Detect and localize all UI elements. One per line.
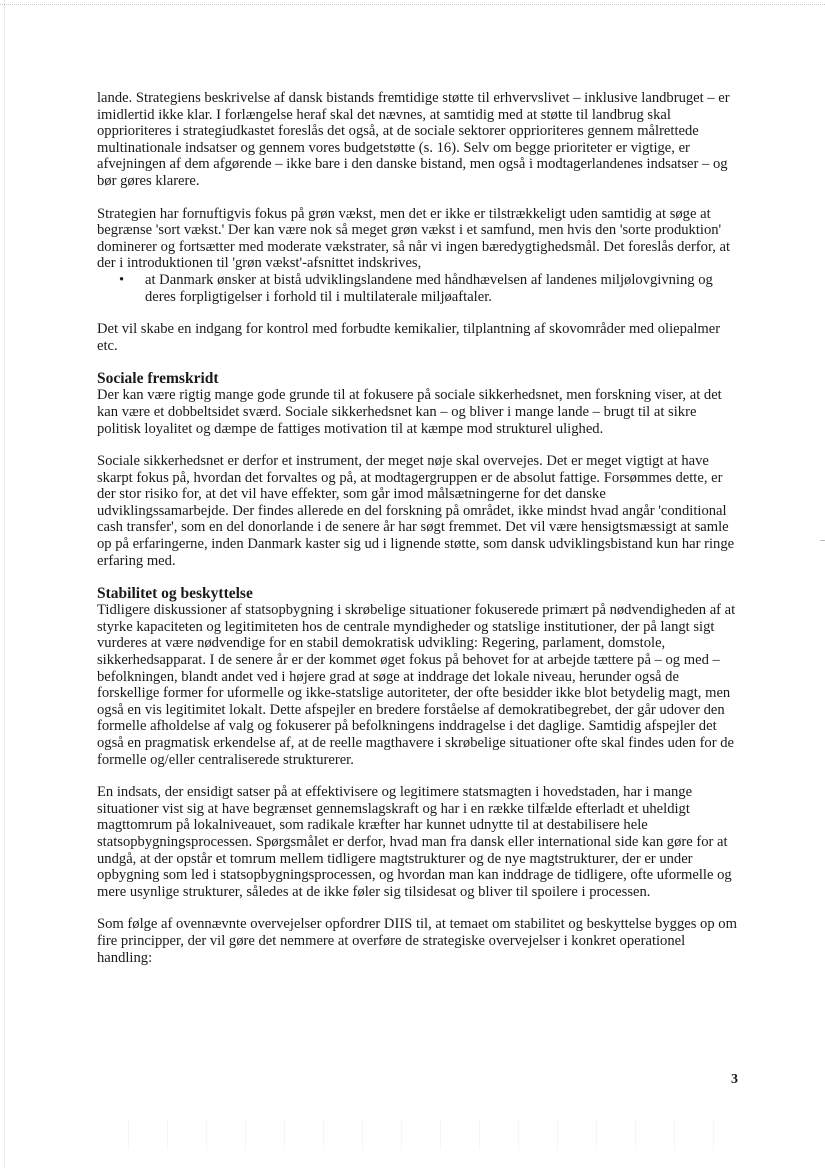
paragraph bbox=[97, 784, 737, 900]
bullet-list bbox=[97, 272, 737, 305]
paragraph-text: Som følge af ovennævnte overvejelser opfordrer DIIS til, at temaet om stabilitet og beskyttelse bygges op om fire principper, der vil gøre det nemmere at overføre de strategiske overvejelser i konkret operationel handling: bbox=[97, 916, 737, 966]
document-body bbox=[97, 90, 737, 982]
section-heading: Stabilitet og beskyttelse bbox=[97, 585, 253, 603]
paragraph bbox=[97, 321, 737, 354]
section-sociale-fremskridt bbox=[97, 370, 737, 437]
margin-mark bbox=[820, 540, 825, 541]
section-heading: Sociale fremskridt bbox=[97, 370, 219, 388]
paragraph-text: Strategien har fornuftigvis fokus på grøn vækst, men det er ikke er tilstrækkeligt uden samtidig at søge at begrænse 'sort vækst.' Der kan være nok så meget grøn vækst i et samfund, men hvis den 'sorte produktion' dominerer og fortsætter med moderate vækstrater, så når vi ingen bæredygtighedsmål. Det foreslås derfor, at der i introduktionen til 'grøn vækst'-afsnittet indskrives, bbox=[97, 205, 731, 272]
list-item-text: at Danmark ønsker at bistå udviklingslandene med håndhævelsen af landenes miljølovgivning og deres forpligtigelser i forhold til i multilaterale miljøaftaler. bbox=[145, 271, 713, 305]
bullet-icon: • bbox=[119, 271, 125, 288]
paragraph-text: Tidligere diskussioner af statsopbygning i skrøbelige situationer fokuserede primært på nødvendigheden af at styrke kapaciteten og legitimiteten hos de centrale myndigheder og statslige institutioner, der på langt sigt vurderes at være nødvendige for en stabil demokratisk udvikling: Regering, parlament, domstole, sikkerhedsapparat. I de senere år er der kommet øget fokus på behovet for at arbejde tættere på – og med – befolkningen, blandt andet ved i højere grad at søge at inddrage det lokale niveau, herunder også de forskellige former for uformelle og ikke-statslige autoriteter, der ofte besidder ikke blot betydelig magt, men også en vis legitimitet lokalt. Dette afspejler en bredere forståelse af demokratibegrebet, der går udover den formelle afholdelse af valg og fokuserer på befolkningens inddragelse i det daglige. Samtidig afspejler det også en pragmatisk erkendelse af, at de reelle magthavere i skrøbelige situationer ofte skal findes uden for de formelle og/eller centraliserede strukturerer. bbox=[97, 602, 736, 768]
paragraph bbox=[97, 916, 737, 966]
page-edge-top bbox=[0, 4, 825, 5]
paragraph bbox=[97, 206, 737, 306]
page-edge-left bbox=[4, 0, 5, 1168]
section-stabilitet-og-beskyttelse bbox=[97, 585, 737, 768]
page-number: 3 bbox=[731, 1072, 738, 1087]
paragraph-text: Der kan være rigtig mange gode grunde til at fokusere på sociale sikkerhedsnet, men forskning viser, at det kan være et dobbeltsidet sværd. Sociale sikkerhedsnet kan – og bliver i mange lande – brugt til at sikre politisk loyalitet og dæmpe de fattiges motivation til at kæmpe mod strukturel ulighed. bbox=[97, 387, 722, 437]
paragraph bbox=[97, 453, 737, 569]
paragraph-text: En indsats, der ensidigt satser på at effektivisere og legitimere statsmagten i hovedstaden, har i mange situationer vist sig at have begrænset gennemslagskraft og har i en række tilfælde efterladt et uheldigt magttomrum på lokalniveauet, som radikale kræfter har kunnet udnytte til at destabilisere hele statsopbygningsprocessen. Spørgsmålet er derfor, hvad man fra dansk eller international side kan gøre for at undgå, at der opstår et tomrum mellem tidligere magtstrukturer og de nye magtstrukturer, der er under opbygning som led i statsopbygningsprocessen, og hvordan man kan inddrage de tidligere, ofte uformelle og mere usynlige strukturer, således at de ikke føler sig tilsidesat og bliver til spoilere i processen. bbox=[97, 784, 732, 900]
paragraph-text: Det vil skabe en indgang for kontrol med forbudte kemikalier, tilplantning af skovområder med oliepalmer etc. bbox=[97, 321, 721, 354]
scan-artifact bbox=[90, 1120, 730, 1150]
list-item bbox=[119, 272, 737, 305]
paragraph bbox=[97, 90, 737, 190]
paragraph-text: Sociale sikkerhedsnet er derfor et instrument, der meget nøje skal overvejes. Det er meget vigtigt at have skarpt fokus på, hvordan det forvaltes og på, at modtagergruppen er de absolut fattige. Forsømmes dette, er der stor risiko for, at det vil have effekter, som går imod målsætningerne for det danske udviklingssamarbejde. Der findes allerede en del forskning på området, ikke mindst hvad angår 'conditional cash transfer', som en del donorlande i de senere år har søgt fremmet. Det vil være hensigtsmæssigt at samle op på erfaringerne, inden Danmark kaster sig ud i lignende støtte, som dansk udviklingsbistand kun har ringe erfaring med. bbox=[97, 453, 735, 569]
paragraph-text: lande. Strategiens beskrivelse af dansk bistands fremtidige støtte til erhvervslivet – inklusive landbruget – er imidlertid ikke klar. I forlængelse heraf skal det nævnes, at samtidig med at støtte til landbrug skal opprioriteres i strategiudkastet foreslås det også, at de sociale sektorer opprioriteres gennem målrettede multinationale indsatser og gennem vores budgetstøtte (s. 16). Selv om begge prioriteter er vigtige, er afvejningen af dem afgørende – ikke bare i den danske bistand, men også i modtagerlandenes indsatser – og bør gøres klarere. bbox=[97, 90, 730, 189]
